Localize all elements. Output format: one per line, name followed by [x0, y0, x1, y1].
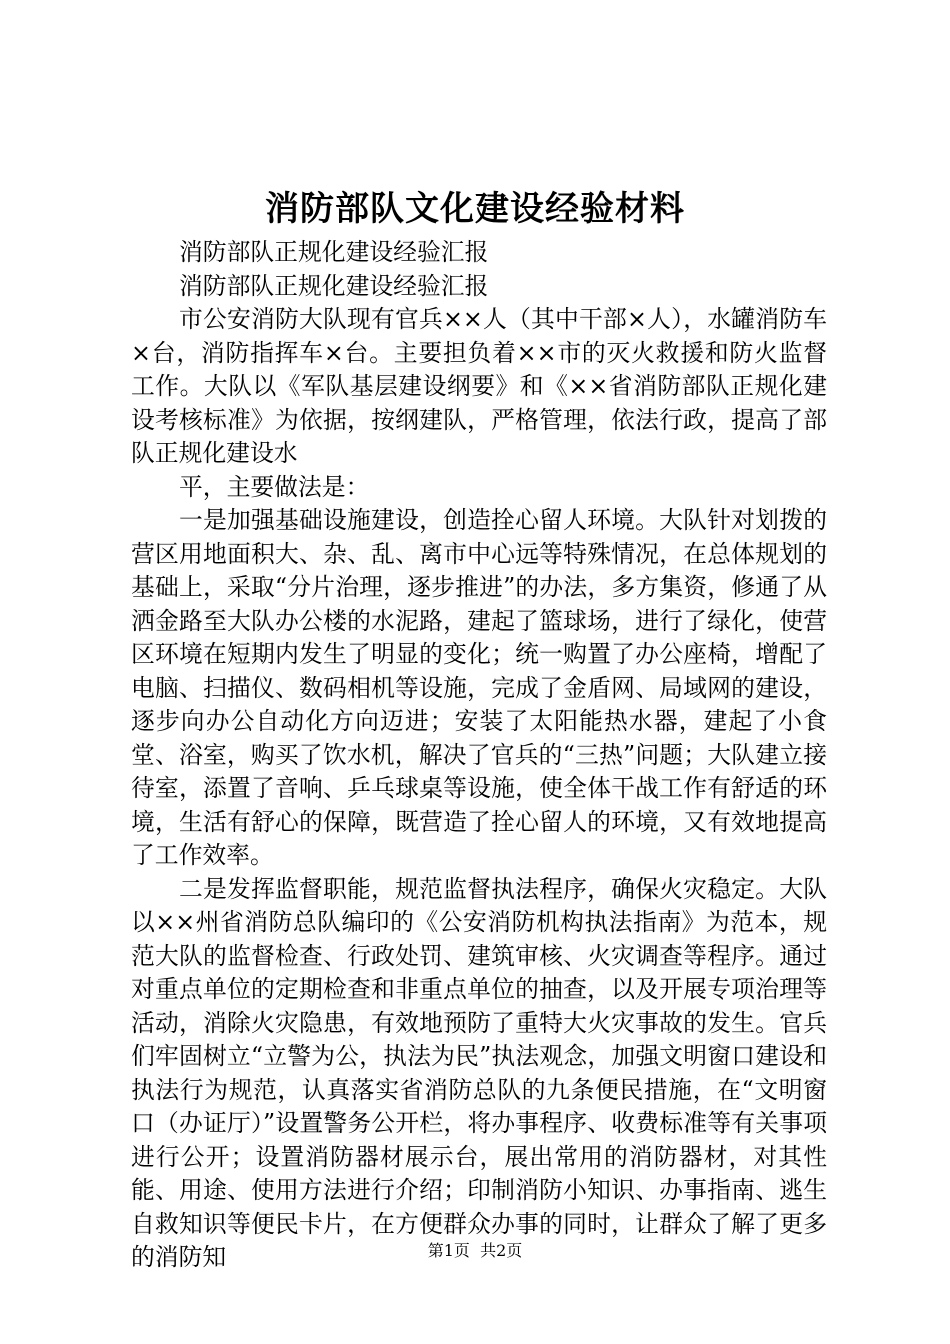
subtitle-line: 消防部队正规化建设经验汇报	[179, 238, 489, 266]
body-paragraph: 市公安消防大队现有官兵××人（其中干部×人），水罐消防车×台，消防指挥车×台。主要担负着××市的灭火救援和防火监督工作。大队以《军队基层建设纲要》和《××省消防部队正规化建设考核标准》为依据，按纲建队，严格管理，依法行政，提高了部队正规化建设水	[131, 305, 827, 467]
document-title: 消防部队文化建设经验材料	[265, 189, 685, 229]
body-paragraph: 一是加强基础设施建设，创造拴心留人环境。大队针对划拨的营区用地面积大、杂、乱、离市中心远等特殊情况，在总体规划的基础上，采取“分片治理，逐步推进”的办法，多方集资，修通了从洒金路至大队办公楼的水泥路，建起了篮球场，进行了绿化，使营区环境在短期内发生了明显的变化；统一购置了办公座椅，增配了电脑、扫描仪、数码相机等设施，完成了金盾网、局域网的建设，逐步向办公自动化方向迈进；安装了太阳能热水器，建起了小食堂、浴室，购买了饮水机，解决了官兵的“三热”问题；大队建立接待室，添置了音响、乒乓球桌等设施，使全体干战工作有舒适的环境，生活有舒心的保障，既营造了拴心留人的环境，又有效地提高了工作效率。	[131, 506, 827, 869]
subtitle-line: 消防部队正规化建设经验汇报	[179, 271, 489, 300]
page-number: 第1页 共2页	[427, 1241, 523, 1260]
body-paragraph: 二是发挥监督职能，规范监督执法程序，确保火灾稳定。大队以××州省消防总队编印的《公安消防机构执法指南》为范本，规范大队的监督检查、行政处罚、建筑审核、火灾调查等程序。通过对重点单位的定期检查和非重点单位的抽查，以及开展专项治理等活动，消除火灾隐患，有效地预防了重特大火灾事故的发生。官兵们牢固树立“立警为公，执法为民”执法观念，加强文明窗口建设和执法行为规范，认真落实省消防总队的九条便民措施，在“文明窗口（办证厅）”设置警务公开栏，将办事程序、收费标准等有关事项进行公开；设置消防器材展示台，展出常用的消防器材，对其性能、用途、使用方法进行介绍；印制消防小知识、办事指南、逃生自救知识等便民卡片，在方便群众办事的同时，让群众了解了更多的消防知	[131, 874, 827, 1271]
document-body	[131, 236, 827, 1275]
page-footer	[0, 1240, 950, 1262]
body-paragraph: 平，主要做法是：	[179, 472, 370, 501]
